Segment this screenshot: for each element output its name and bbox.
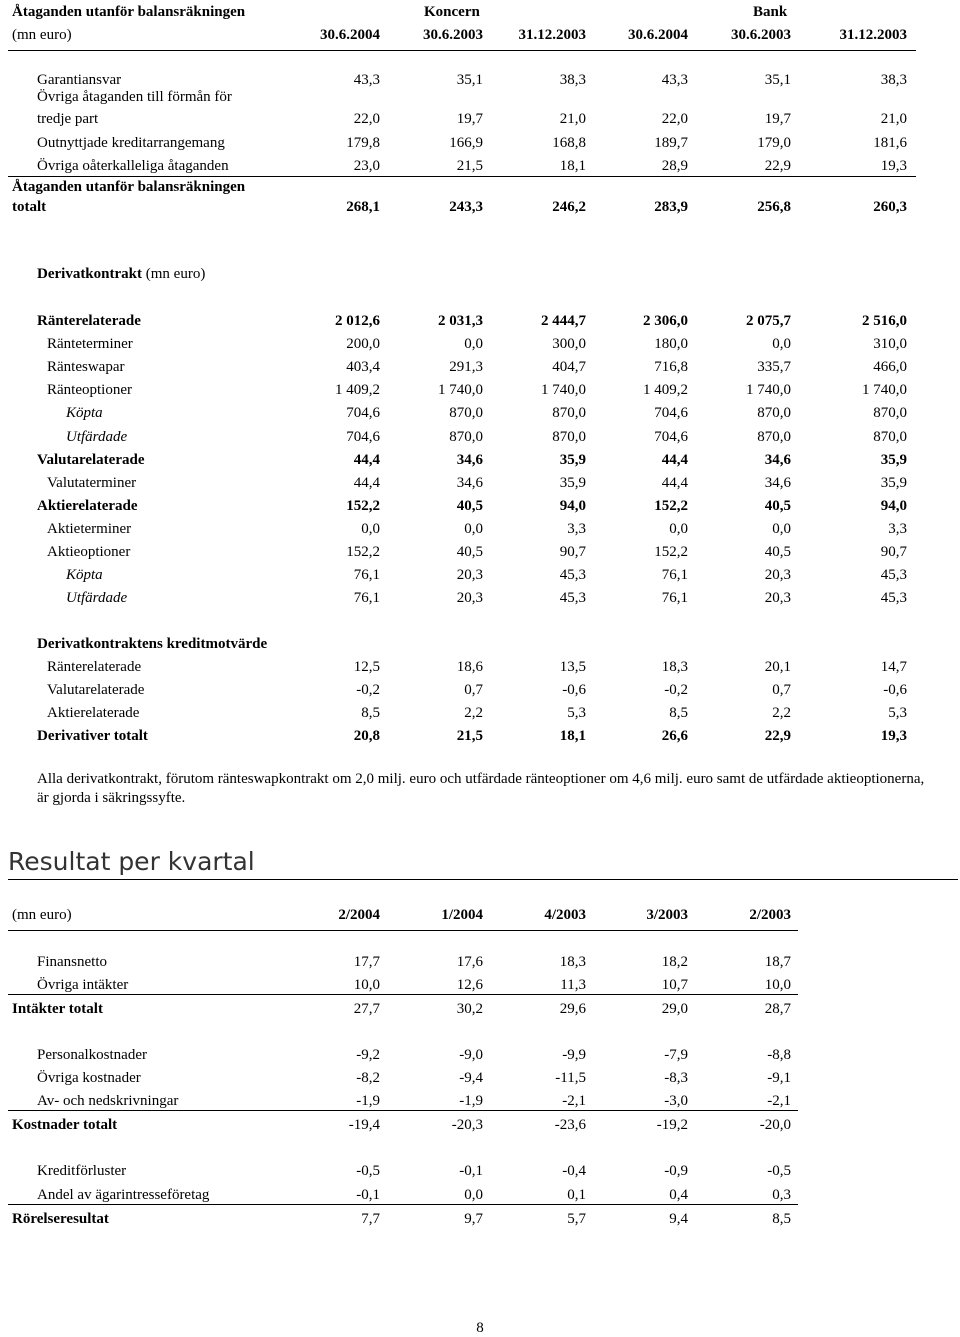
derivative-row-value: 0,0 xyxy=(772,520,791,537)
derivative-row-value: 300,0 xyxy=(552,336,586,353)
derivative-row-value: 45,3 xyxy=(880,567,907,584)
quarterly-row-value: 0,3 xyxy=(772,1187,791,1203)
derivative-row-value: 870,0 xyxy=(757,428,791,445)
quarterly-row-value: -19,2 xyxy=(656,1117,688,1133)
commitment-row-value: 43,3 xyxy=(661,72,688,88)
group-header-bank: Bank xyxy=(753,4,788,20)
derivative-row-value: 0,0 xyxy=(464,520,483,537)
derivative-row-value: 200,0 xyxy=(346,336,380,353)
derivative-row-value: 90,7 xyxy=(559,544,586,560)
credit-row-label: Aktierelaterade xyxy=(47,705,140,722)
quarterly-row-label: Kreditförluster xyxy=(37,1163,127,1179)
quarterly-row-value: 18,7 xyxy=(764,954,791,970)
derivative-row-value: 40,5 xyxy=(456,497,483,514)
credit-row-label: Derivativer totalt xyxy=(37,728,148,745)
derivative-row-value: 704,6 xyxy=(346,405,380,422)
quarterly-row-label: Övriga intäkter xyxy=(37,977,129,993)
commitment-row-value: 179,0 xyxy=(757,135,791,151)
derivative-row-value: 3,3 xyxy=(567,520,586,537)
commitment-row-value: 38,3 xyxy=(880,72,907,88)
derivative-row-value: 45,3 xyxy=(559,567,586,584)
derivative-row-value: 35,9 xyxy=(880,474,907,491)
derivative-row-value: 1 740,0 xyxy=(438,382,483,399)
derivative-row-value: 870,0 xyxy=(757,405,791,422)
quarter-header: 2/2003 xyxy=(749,907,791,923)
credit-row-value: 13,5 xyxy=(559,659,586,675)
date-header: 31.12.2003 xyxy=(839,27,907,43)
date-header: 31.12.2003 xyxy=(518,27,586,43)
credit-row-value: 19,3 xyxy=(880,728,907,745)
credit-row-value: 0,7 xyxy=(772,682,791,699)
derivatives-title xyxy=(37,265,205,283)
commitment-row-value: 38,3 xyxy=(559,72,586,88)
derivative-row-value: 34,6 xyxy=(456,451,483,468)
credit-row-value: 8,5 xyxy=(669,705,688,722)
derivative-row-value: 0,0 xyxy=(772,336,791,353)
derivative-row-value: 716,8 xyxy=(654,359,688,376)
derivative-row-label: Aktierelaterade xyxy=(37,497,138,514)
section-title: Resultat per kvartal xyxy=(8,847,255,876)
quarterly-row-value: -8,8 xyxy=(767,1047,791,1063)
commitment-row-label: Outnyttjade kreditarrangemang xyxy=(37,135,225,151)
commitment-row-value: 168,8 xyxy=(552,135,586,151)
derivative-row-value: 76,1 xyxy=(661,590,688,607)
commitment-row-value: 21,0 xyxy=(880,111,907,127)
derivative-row-value: 1 740,0 xyxy=(746,382,791,399)
derivative-row-value: 34,6 xyxy=(456,474,483,491)
credit-row-value: 20,1 xyxy=(764,659,791,675)
derivative-row-value: 2 012,6 xyxy=(335,313,380,329)
quarter-header: 2/2004 xyxy=(338,907,380,923)
quarter-header: 3/2003 xyxy=(646,907,688,923)
credit-row-value: 2,2 xyxy=(772,705,791,722)
quarterly-row-value: 10,0 xyxy=(764,977,791,993)
quarterly-row-value: -23,6 xyxy=(554,1117,586,1133)
derivative-row-value: 404,7 xyxy=(552,359,586,376)
derivative-row-value: 291,3 xyxy=(449,359,483,376)
commitment-row-value: 35,1 xyxy=(764,72,791,88)
derivative-row-label: Köpta xyxy=(66,567,103,584)
derivative-row-value: 152,2 xyxy=(654,497,688,514)
credit-row-value: 21,5 xyxy=(456,728,483,745)
quarterly-row-value: 0,0 xyxy=(464,1187,483,1203)
derivative-row-value: 2 306,0 xyxy=(643,313,688,329)
quarterly-row-value: 7,7 xyxy=(361,1211,380,1227)
commitment-row-value: 189,7 xyxy=(654,135,688,151)
derivative-row-value: 1 740,0 xyxy=(862,382,907,399)
credit-row-value: 26,6 xyxy=(661,728,688,745)
derivative-row-label: Köpta xyxy=(66,405,103,422)
derivative-row-value: 76,1 xyxy=(353,590,380,607)
derivative-row-value: 76,1 xyxy=(661,567,688,584)
commitment-row-value: 179,8 xyxy=(346,135,380,151)
commitment-row-value: 166,9 xyxy=(449,135,483,151)
derivative-row-value: 44,4 xyxy=(353,474,380,491)
derivative-row-value: 403,4 xyxy=(346,359,380,376)
derivative-row-value: 94,0 xyxy=(559,497,586,514)
quarterly-row-value: 9,4 xyxy=(669,1211,688,1227)
derivative-row-value: 94,0 xyxy=(880,497,907,514)
commitment-row-label: Övriga oåterkalleliga åtaganden xyxy=(37,158,229,174)
quarterly-row-value: -0,5 xyxy=(767,1163,791,1179)
quarterly-row-value: 12,6 xyxy=(456,977,483,993)
derivative-row-value: 1 409,2 xyxy=(643,382,688,399)
commitments-total-value: 260,3 xyxy=(873,199,907,215)
quarterly-row-label: Kostnader totalt xyxy=(12,1117,118,1133)
quarterly-row-value: -20,0 xyxy=(759,1117,791,1133)
derivative-row-value: 335,7 xyxy=(757,359,791,376)
date-header: 30.6.2004 xyxy=(628,27,688,43)
derivative-row-value: 40,5 xyxy=(764,544,791,560)
credit-row-value: 12,5 xyxy=(353,659,380,675)
commitment-row-value: 23,0 xyxy=(353,158,380,174)
commitment-row-value: 35,1 xyxy=(456,72,483,88)
commitment-row-value: 22,0 xyxy=(661,111,688,127)
commitment-row-value: 21,0 xyxy=(559,111,586,127)
quarterly-row-value: -1,9 xyxy=(459,1093,483,1109)
quarterly-row-value: -19,4 xyxy=(348,1117,380,1133)
credit-row-value: 8,5 xyxy=(361,705,380,722)
unit-label: (mn euro) xyxy=(12,27,72,43)
derivative-row-value: 76,1 xyxy=(353,567,380,584)
derivative-row-label: Valutarelaterade xyxy=(37,451,145,468)
derivative-row-value: 2 444,7 xyxy=(541,313,586,329)
quarterly-row-value: 10,7 xyxy=(661,977,688,993)
quarterly-row-value: -7,9 xyxy=(664,1047,688,1063)
commitment-row-value: 18,1 xyxy=(559,158,586,174)
derivative-row-value: 1 740,0 xyxy=(541,382,586,399)
quarterly-row-value: -9,1 xyxy=(767,1070,791,1086)
quarterly-row-value: -11,5 xyxy=(555,1070,586,1086)
derivative-row-value: 34,6 xyxy=(764,451,791,468)
derivative-row-label: Aktieoptioner xyxy=(47,544,131,560)
quarterly-row-value: 18,2 xyxy=(661,954,688,970)
derivative-row-value: 2 031,3 xyxy=(438,313,483,329)
quarterly-row-value: -9,0 xyxy=(459,1047,483,1063)
derivative-row-value: 45,3 xyxy=(880,590,907,607)
quarterly-row-label: Av- och nedskrivningar xyxy=(37,1093,179,1109)
credit-row-label: Valutarelaterade xyxy=(47,682,145,699)
derivative-row-value: 0,0 xyxy=(669,520,688,537)
credit-row-value: 2,2 xyxy=(464,705,483,722)
derivative-row-label: Utfärdade xyxy=(66,590,128,607)
derivative-row-value: 20,3 xyxy=(456,567,483,584)
quarterly-row-label: Övriga kostnader xyxy=(37,1070,141,1086)
quarterly-subtotal-rule xyxy=(8,994,798,995)
commitment-row-label: Garantiansvar xyxy=(37,72,122,88)
commitment-row-label: Övriga åtaganden till förmån för xyxy=(37,89,232,105)
quarter-header: 1/2004 xyxy=(441,907,483,923)
commitment-row-value: 28,9 xyxy=(661,158,688,174)
derivative-row-value: 20,3 xyxy=(764,590,791,607)
derivative-row-value: 20,3 xyxy=(456,590,483,607)
derivative-row-value: 0,0 xyxy=(464,336,483,353)
derivative-row-label: Valutaterminer xyxy=(47,474,137,491)
quarterly-row-value: -0,1 xyxy=(459,1163,483,1179)
quarterly-row-value: 29,0 xyxy=(661,1001,688,1017)
quarterly-subtotal-rule xyxy=(8,1204,798,1205)
quarterly-row-value: 10,0 xyxy=(353,977,380,993)
derivative-row-value: 40,5 xyxy=(764,497,791,514)
quarterly-row-value: 18,3 xyxy=(559,954,586,970)
derivative-row-value: 870,0 xyxy=(873,405,907,422)
quarterly-row-value: 0,1 xyxy=(567,1187,586,1203)
date-header: 30.6.2004 xyxy=(320,27,380,43)
commitments-total-value: 283,9 xyxy=(654,199,688,215)
commitments-total-value: 243,3 xyxy=(449,199,483,215)
derivative-row-value: 2 516,0 xyxy=(862,313,907,329)
derivative-row-value: 870,0 xyxy=(552,405,586,422)
quarterly-row-value: -0,9 xyxy=(664,1163,688,1179)
quarterly-subtotal-rule xyxy=(8,1110,798,1111)
derivative-row-value: 3,3 xyxy=(888,520,907,537)
derivative-row-value: 44,4 xyxy=(353,451,380,468)
derivative-row-value: 44,4 xyxy=(661,474,688,491)
quarterly-row-value: 11,3 xyxy=(560,977,586,993)
credit-row-value: 18,1 xyxy=(559,728,586,745)
quarterly-row-value: -9,4 xyxy=(459,1070,483,1086)
derivative-row-value: 180,0 xyxy=(654,336,688,353)
quarterly-row-value: 17,6 xyxy=(456,954,483,970)
credit-row-value: -0,6 xyxy=(562,682,586,699)
derivative-row-value: 0,0 xyxy=(361,520,380,537)
quarterly-row-value: -2,1 xyxy=(767,1093,791,1109)
quarterly-row-value: 29,6 xyxy=(559,1001,586,1017)
derivatives-title-unit: (mn euro) xyxy=(142,266,206,282)
derivative-row-value: 44,4 xyxy=(661,451,688,468)
derivative-row-value: 870,0 xyxy=(873,428,907,445)
commitments-total-label: Åtaganden utanför balansräkningen xyxy=(12,179,246,195)
credit-title: Derivatkontraktens kreditmotvärde xyxy=(37,636,268,652)
date-header: 30.6.2003 xyxy=(423,27,483,43)
quarterly-row-value: 0,4 xyxy=(669,1187,688,1203)
group-header-koncern: Koncern xyxy=(424,4,480,20)
quarterly-unit-label: (mn euro) xyxy=(12,907,72,923)
quarterly-row-label: Finansnetto xyxy=(37,954,107,970)
credit-row-value: -0,2 xyxy=(664,682,688,699)
derivative-row-value: 35,9 xyxy=(880,451,907,468)
commitments-title: Åtaganden utanför balansräkningen xyxy=(12,4,246,20)
credit-row-value: 14,7 xyxy=(880,659,907,675)
commitment-row-value: 181,6 xyxy=(873,135,907,151)
derivative-row-value: 152,2 xyxy=(346,497,380,514)
derivative-row-value: 45,3 xyxy=(559,590,586,607)
quarterly-row-value: 9,7 xyxy=(464,1211,483,1227)
quarterly-row-value: 27,7 xyxy=(353,1001,380,1017)
header-rule xyxy=(8,50,916,51)
date-header: 30.6.2003 xyxy=(731,27,791,43)
commitments-total-label: totalt xyxy=(12,199,47,215)
commitment-row-value: 21,5 xyxy=(456,158,483,174)
quarterly-row-value: -20,3 xyxy=(451,1117,483,1133)
quarterly-row-label: Personalkostnader xyxy=(37,1047,147,1063)
credit-row-value: 22,9 xyxy=(764,728,791,745)
commitments-total-value: 246,2 xyxy=(552,199,586,215)
quarterly-row-value: -9,9 xyxy=(562,1047,586,1063)
credit-row-value: -0,6 xyxy=(883,682,907,699)
total-rule xyxy=(8,176,916,177)
credit-row-value: 20,8 xyxy=(353,728,380,745)
derivatives-title-bold: Derivatkontrakt xyxy=(37,266,142,282)
derivative-row-value: 90,7 xyxy=(880,544,907,560)
derivative-row-label: Utfärdade xyxy=(66,428,128,445)
derivative-row-label: Ränterelaterade xyxy=(37,313,141,329)
commitment-row-value: 43,3 xyxy=(353,72,380,88)
credit-row-value: 18,6 xyxy=(456,659,483,675)
quarterly-row-value: -3,0 xyxy=(664,1093,688,1109)
derivative-row-value: 152,2 xyxy=(654,544,688,560)
commitment-row-value: 22,0 xyxy=(353,111,380,127)
quarterly-row-value: -0,4 xyxy=(562,1163,586,1179)
derivative-row-value: 704,6 xyxy=(654,428,688,445)
derivative-row-value: 35,9 xyxy=(559,451,586,468)
quarterly-row-value: -2,1 xyxy=(562,1093,586,1109)
quarter-header: 4/2003 xyxy=(544,907,586,923)
quarterly-row-value: -0,5 xyxy=(356,1163,380,1179)
commitment-row-value: 19,7 xyxy=(456,111,483,127)
derivative-row-value: 20,3 xyxy=(764,567,791,584)
quarterly-row-label: Rörelseresultat xyxy=(12,1211,109,1227)
derivative-row-label: Ränteoptioner xyxy=(47,382,132,399)
quarterly-row-value: -0,1 xyxy=(356,1187,380,1203)
quarterly-row-value: 8,5 xyxy=(772,1211,791,1227)
credit-row-value: 0,7 xyxy=(464,682,483,699)
derivative-row-value: 35,9 xyxy=(559,474,586,491)
derivative-row-value: 870,0 xyxy=(449,428,483,445)
section-title-rule xyxy=(8,879,958,880)
derivative-row-label: Ränteterminer xyxy=(47,336,133,353)
quarterly-row-value: 17,7 xyxy=(353,954,380,970)
derivative-row-value: 704,6 xyxy=(346,428,380,445)
commitment-row-value: 19,3 xyxy=(880,158,907,174)
quarterly-row-value: -1,9 xyxy=(356,1093,380,1109)
derivative-row-value: 40,5 xyxy=(456,544,483,560)
quarterly-row-value: 28,7 xyxy=(764,1001,791,1017)
derivative-row-value: 1 409,2 xyxy=(335,382,380,399)
derivative-row-value: 704,6 xyxy=(654,405,688,422)
derivative-row-label: Ränteswapar xyxy=(47,359,125,376)
page-number: 8 xyxy=(476,1320,484,1336)
quarterly-row-label: Intäkter totalt xyxy=(12,1001,103,1017)
credit-row-label: Ränterelaterade xyxy=(47,659,142,675)
credit-row-value: 18,3 xyxy=(661,659,688,675)
commitment-row-label: tredje part xyxy=(37,111,99,127)
quarterly-row-value: -8,2 xyxy=(356,1070,380,1086)
derivative-row-value: 152,2 xyxy=(346,544,380,560)
derivative-row-value: 310,0 xyxy=(873,336,907,353)
quarterly-row-value: 30,2 xyxy=(456,1001,483,1017)
credit-row-value: 5,3 xyxy=(567,705,586,722)
derivative-row-label: Aktieterminer xyxy=(47,520,132,537)
footnote-paragraph: Alla derivatkontrakt, förutom ränteswapkontrakt om 2,0 milj. euro och utfärdade ränteoptioner om 4,6 milj. euro samt de utfärdade aktieoptionerna, är gjorda i säkringssyfte. xyxy=(37,771,925,806)
quarterly-row-value: 5,7 xyxy=(567,1211,586,1227)
derivative-row-value: 2 075,7 xyxy=(746,313,791,329)
derivative-row-value: 870,0 xyxy=(552,428,586,445)
commitments-total-value: 268,1 xyxy=(346,199,380,215)
commitment-row-value: 22,9 xyxy=(764,158,791,174)
quarterly-row-label: Andel av ägarintresseföretag xyxy=(37,1187,210,1203)
quarterly-row-value: -8,3 xyxy=(664,1070,688,1086)
commitment-row-value: 19,7 xyxy=(764,111,791,127)
derivative-row-value: 34,6 xyxy=(764,474,791,491)
credit-row-value: 5,3 xyxy=(888,705,907,722)
quarterly-row-value: -9,2 xyxy=(356,1047,380,1063)
derivative-row-value: 466,0 xyxy=(873,359,907,376)
commitments-total-value: 256,8 xyxy=(757,199,791,215)
derivative-row-value: 870,0 xyxy=(449,405,483,422)
quarterly-header-rule xyxy=(8,930,798,931)
credit-row-value: -0,2 xyxy=(356,682,380,699)
